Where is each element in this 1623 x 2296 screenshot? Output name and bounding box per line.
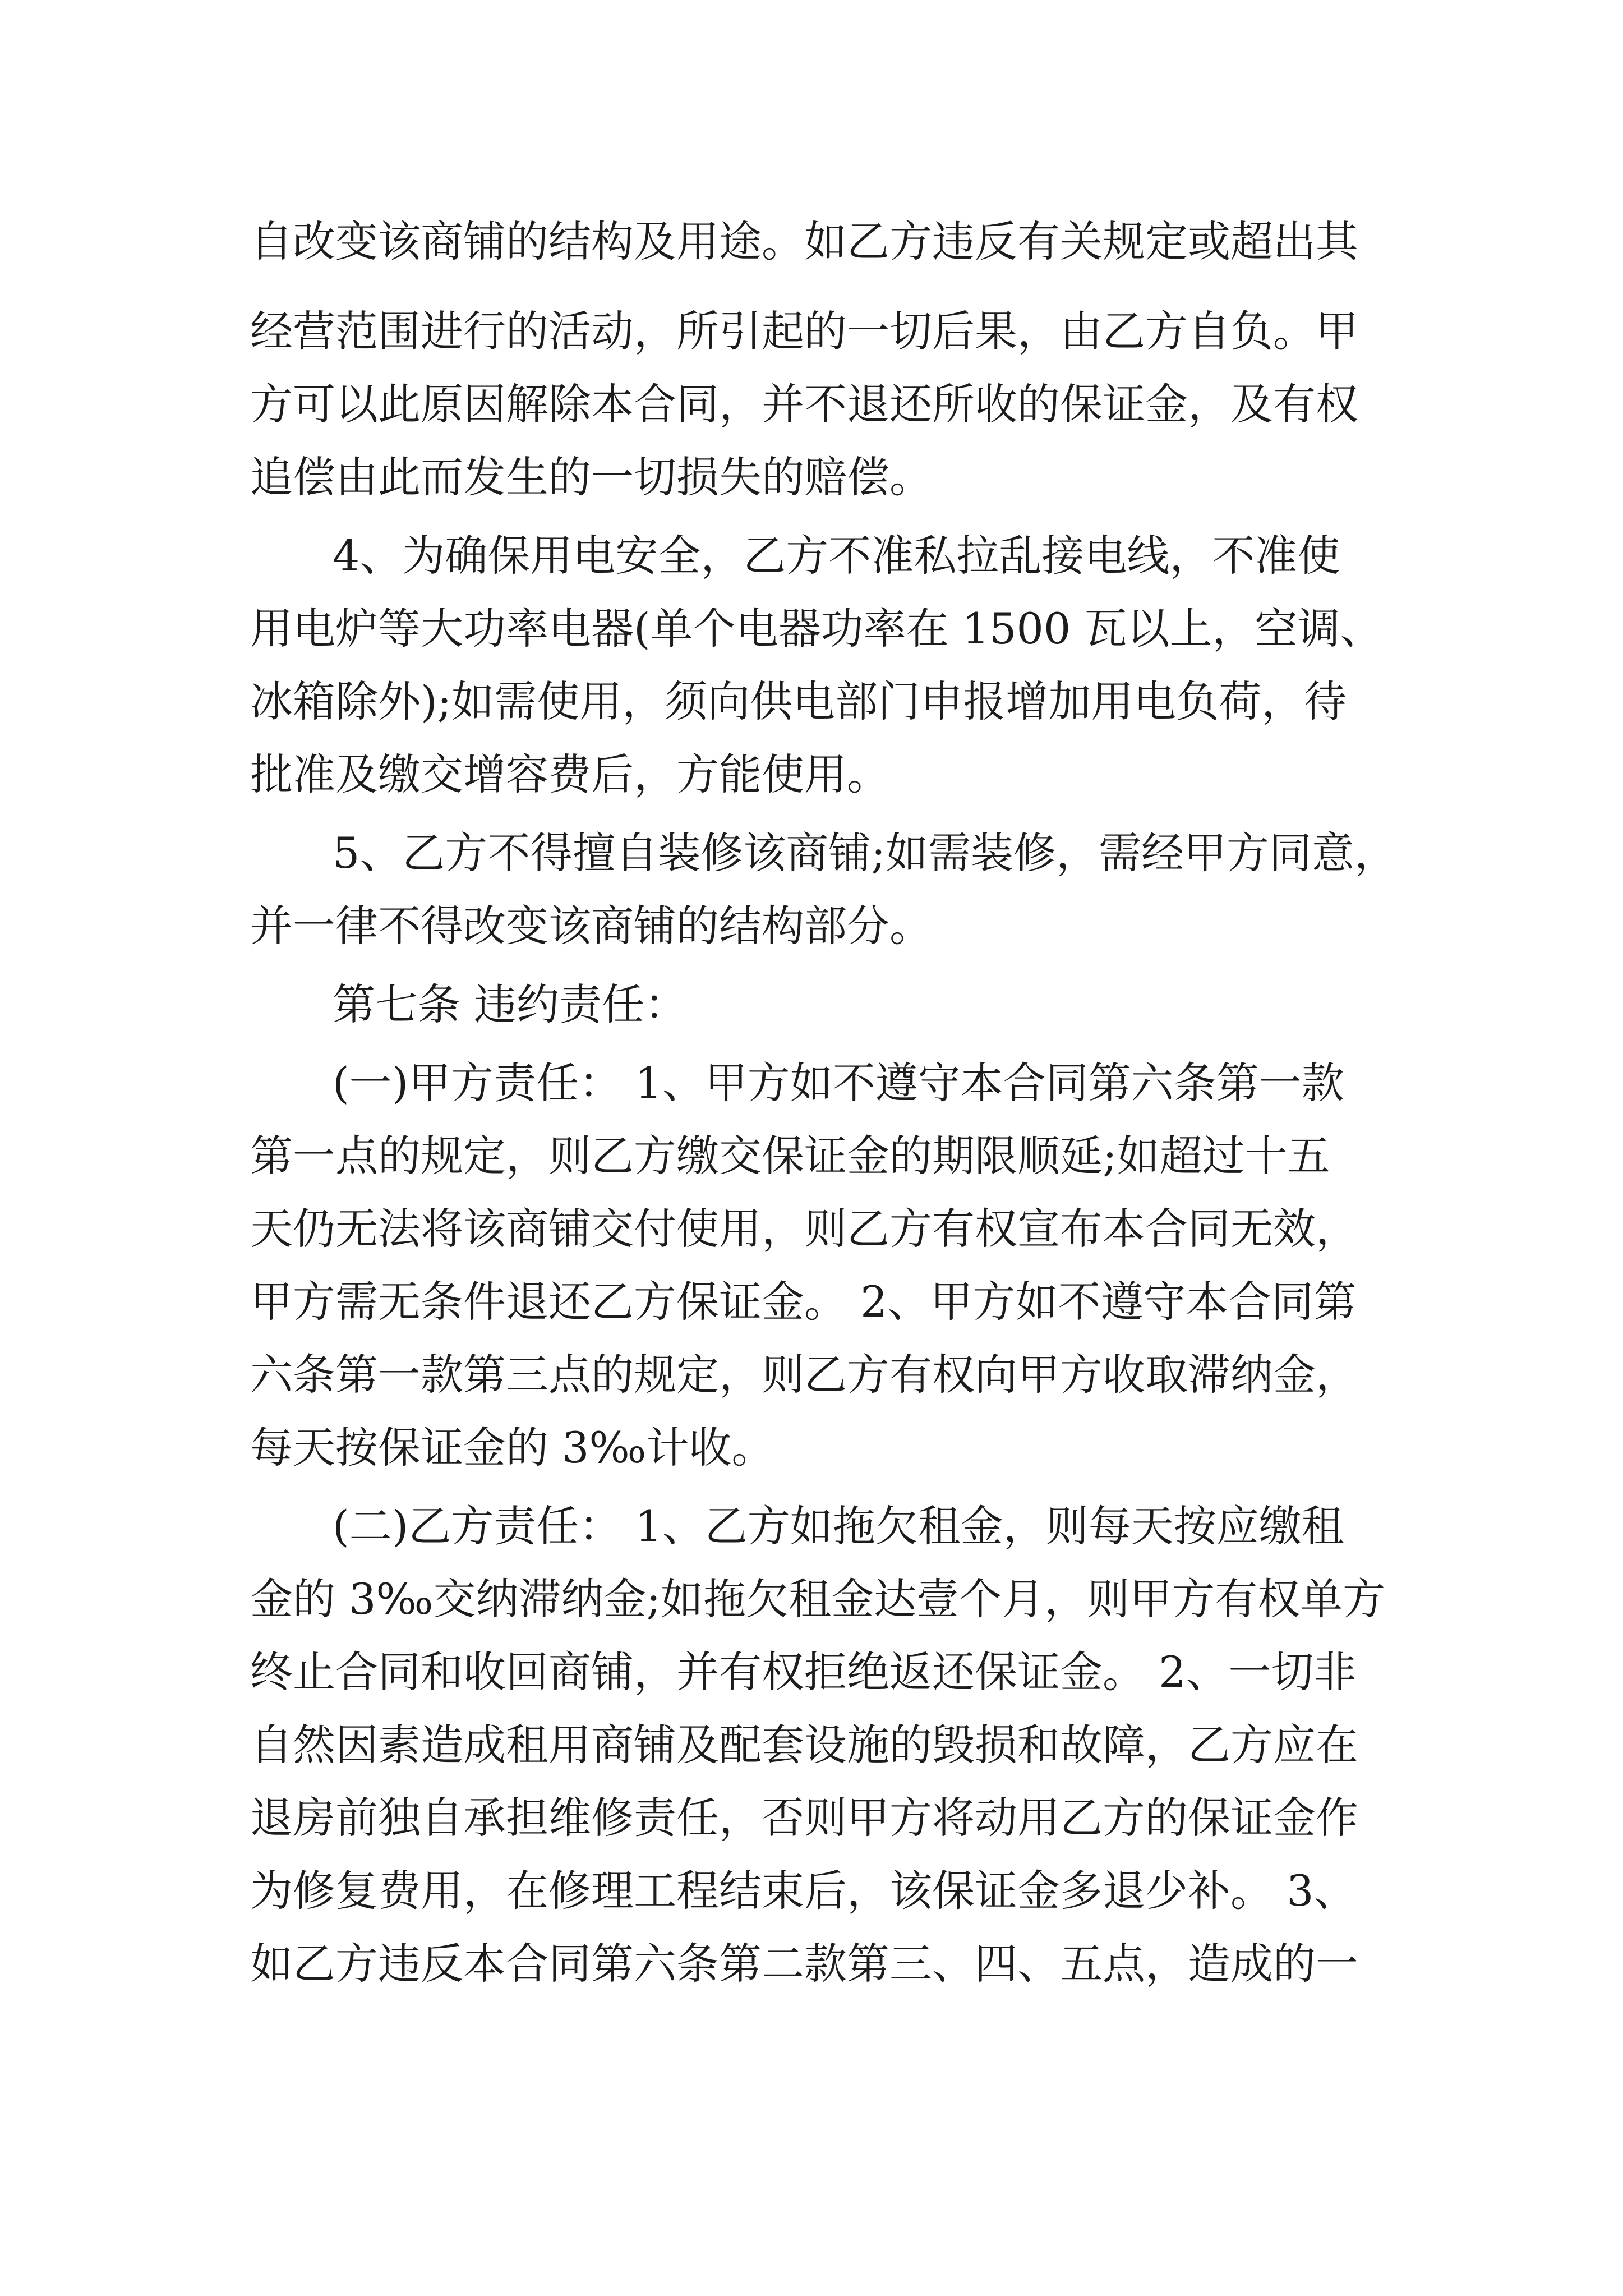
text-line: 六条第一款第三点的规定，则乙方有权向甲方收取滞纳金， (250, 1350, 1358, 1400)
section-heading: 第七条 违约责任： (333, 979, 688, 1029)
text-line: 自改变该商铺的结构及用途。如乙方违反有关规定或超出其 (250, 217, 1358, 266)
text-line: 退房前独自承担维修责任，否则甲方将动用乙方的保证金作 (250, 1793, 1358, 1843)
text-line: 用电炉等大功率电器(单个电器功率在 1500 瓦以上，空调、 (250, 604, 1383, 654)
text-line: 如乙方违反本合同第六条第二款第三、四、五点，造成的一 (250, 1939, 1358, 1989)
text-line: 终止合同和收回商铺，并有权拒绝返还保证金。 2、一切非 (250, 1647, 1357, 1697)
text-line: 批准及缴交增容费后，方能使用。 (250, 749, 889, 799)
text-line: 金的 3‰交纳滞纳金;如拖欠租金达壹个月，则甲方有权单方 (250, 1574, 1386, 1624)
text-line: 方可以此原因解除本合同，并不退还所收的保证金，及有权 (250, 379, 1358, 429)
text-line: 自然因素造成租用商铺及配套设施的毁损和故障，乙方应在 (250, 1720, 1358, 1770)
text-line: 每天按保证金的 3‰计收。 (250, 1423, 774, 1473)
text-line: (二)乙方责任： 1、乙方如拖欠租金，则每天按应缴租 (333, 1501, 1344, 1551)
text-line: 第一点的规定，则乙方缴交保证金的期限顺延;如超过十五 (250, 1131, 1330, 1181)
text-line: 追偿由此而发生的一切损失的赔偿。 (250, 452, 932, 502)
text-line: 为修复费用，在修理工程结束后，该保证金多退少补。 3、 (250, 1866, 1357, 1916)
text-line: 经营范围进行的活动，所引起的一切后果，由乙方自负。甲 (250, 306, 1358, 356)
text-line: 冰箱除外);如需使用，须向供电部门申报增加用电负荷，待 (250, 677, 1347, 726)
text-line: 4、为确保用电安全，乙方不准私拉乱接电线，不准使 (333, 531, 1340, 581)
text-line: 并一律不得改变该商铺的结构部分。 (250, 901, 932, 951)
text-line: 甲方需无条件退还乙方保证金。 2、甲方如不遵守本合同第 (250, 1277, 1357, 1327)
text-line: (一)甲方责任： 1、甲方如不遵守本合同第六条第一款 (333, 1058, 1344, 1108)
text-line: 5、乙方不得擅自装修该商铺;如需装修，需经甲方同意， (333, 828, 1397, 878)
text-line: 天仍无法将该商铺交付使用，则乙方有权宣布本合同无效， (250, 1204, 1358, 1254)
